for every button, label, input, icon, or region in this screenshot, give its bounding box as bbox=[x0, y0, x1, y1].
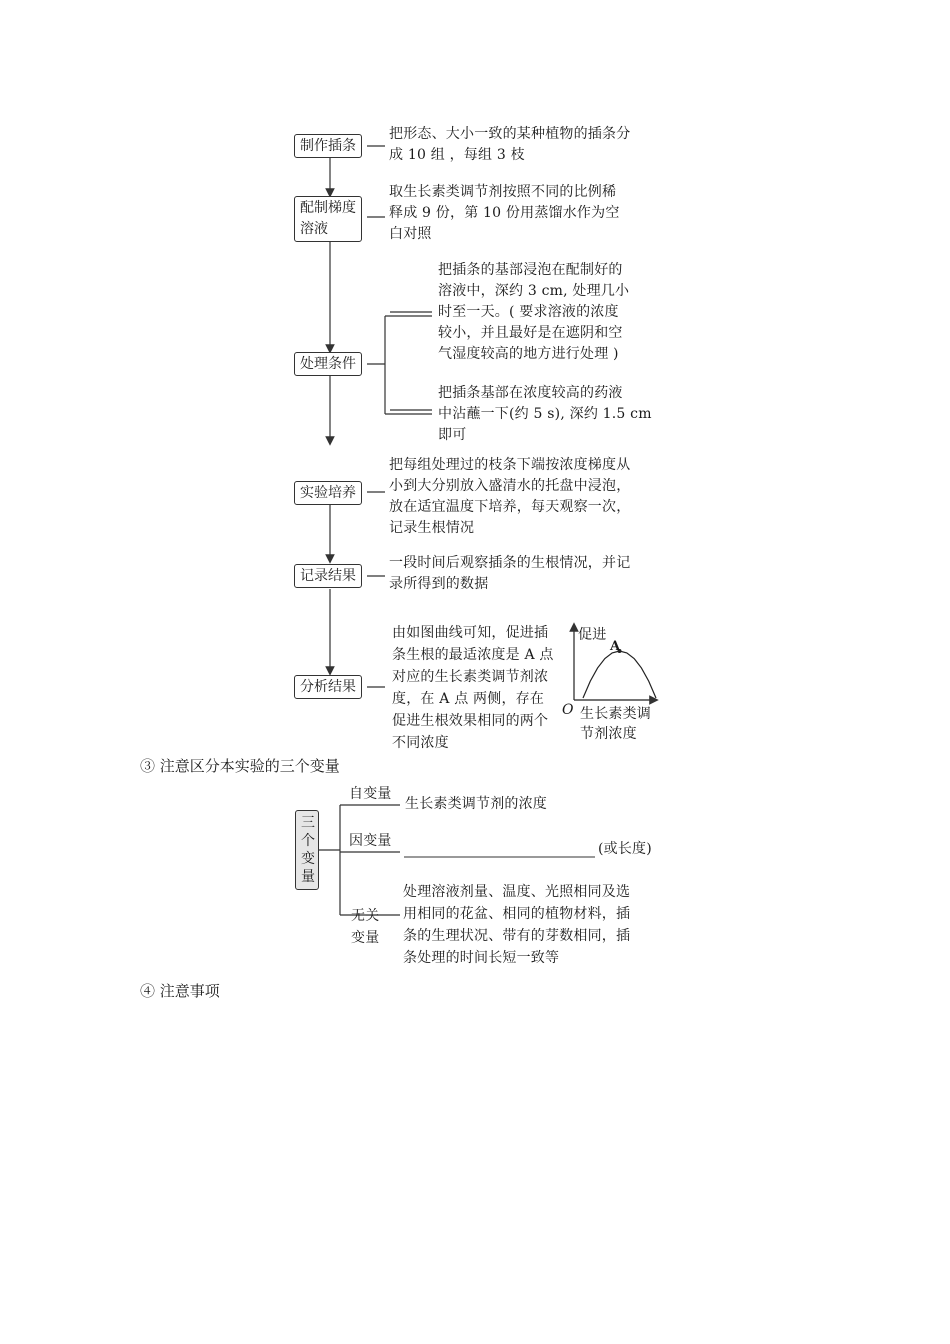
section3-heading: ③ 注意区分本实验的三个变量 bbox=[140, 757, 340, 775]
step-box-culture: 实验培养 bbox=[294, 481, 362, 505]
chart-origin-label: O bbox=[562, 702, 574, 718]
step-desc-culture: 把每组处理过的枝条下端按浓度梯度从 小到大分别放入盛清水的托盘中浸泡， 放在适宜温度下培养，每天观察一次， 记录生根情况 bbox=[389, 457, 631, 536]
dependent-variable-value: (或长度) bbox=[598, 841, 652, 857]
chart-xlabel: 生长素类调 节剂浓度 bbox=[580, 706, 651, 742]
variables-root-box: 三 个 变 量 bbox=[295, 810, 319, 890]
step-desc-prepare-solution: 取生长素类调节剂按照不同的比例稀 释成 9 份，第 10 份用蒸馏水作为空 白对照 bbox=[389, 184, 620, 242]
independent-variable-label: 自变量 bbox=[349, 786, 392, 802]
step-desc-record: 一段时间后观察插条的生根情况，并记 录所得到的数据 bbox=[389, 555, 631, 592]
step-box-treatment: 处理条件 bbox=[294, 352, 362, 376]
dependent-variable-label: 因变量 bbox=[349, 833, 392, 849]
independent-variable-value: 生长素类调节剂的浓度 bbox=[405, 796, 547, 812]
step-box-prepare-solution: 配制梯度 溶液 bbox=[294, 196, 362, 242]
treatment-method-dip: 把插条基部在浓度较高的药液 中沾蘸一下(约 5 s), 深约 1.5 cm 即可 bbox=[438, 385, 652, 443]
irrelevant-variable-value: 处理溶液剂量、温度、光照相同及选 用相同的花盆、相同的植物材料，插 条的生理状况、带有的芽数相同，插 条处理的时间长短一致等 bbox=[403, 884, 631, 966]
step-desc-make-cuttings: 把形态、大小一致的某种植物的插条分 成 10 组 ，每组 3 枝 bbox=[389, 126, 631, 163]
step-box-make-cuttings: 制作插条 bbox=[294, 134, 362, 158]
irrelevant-variable-label: 无关 变量 bbox=[351, 908, 380, 946]
section4-heading: ④ 注意事项 bbox=[140, 982, 220, 1000]
step-desc-analyze: 由如图曲线可知，促进插 条生根的最适浓度是 A 点 对应的生长素类调节剂浓 度，在 A 点 两侧，存在 促进生根效果相同的两个 不同浓度 bbox=[392, 625, 554, 751]
treatment-method-soak: 把插条的基部浸泡在配制好的 溶液中，深约 3 cm, 处理几小 时至一天。( 要求溶液的浓度 较小，并且最好是在遮阴和空 气湿度较高的地方进行处理 ) bbox=[438, 262, 630, 362]
chart-peak-label: A bbox=[610, 639, 621, 654]
chart-ylabel: 促进 bbox=[578, 627, 607, 643]
step-box-record: 记录结果 bbox=[294, 564, 362, 588]
step-box-analyze: 分析结果 bbox=[294, 675, 362, 699]
